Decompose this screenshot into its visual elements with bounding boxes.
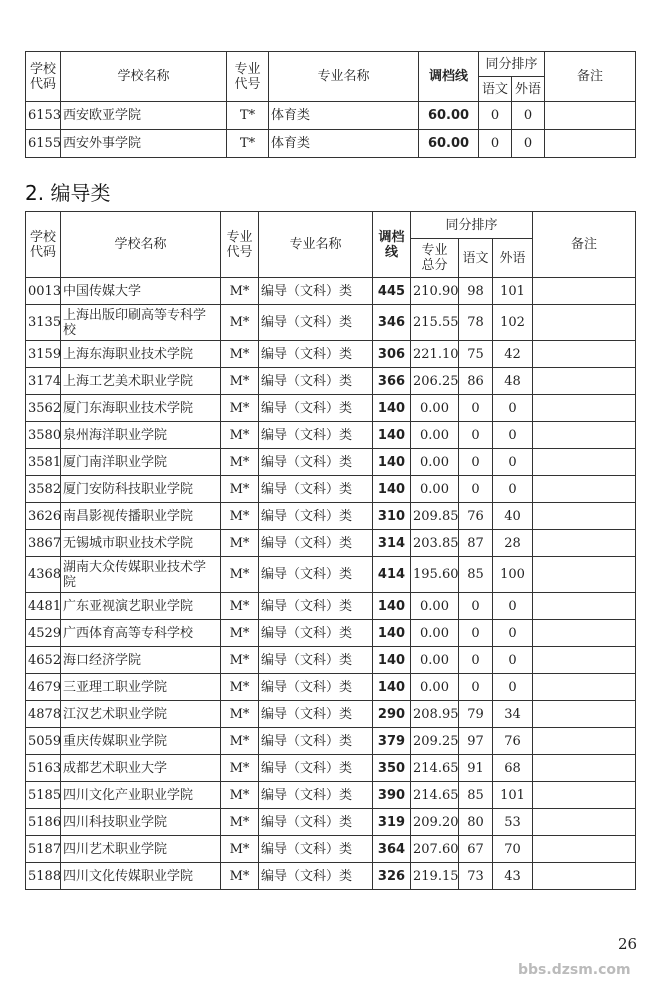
cutoff-line-cell: 140 [373, 647, 411, 674]
note-cell [533, 557, 636, 593]
note-cell [533, 755, 636, 782]
note-cell [533, 809, 636, 836]
note-cell [533, 674, 636, 701]
major-name-cell: 编导（文科）类 [259, 341, 373, 368]
major-total-cell: 214.65 [411, 782, 459, 809]
foreign-rank-cell: 76 [493, 728, 533, 755]
cutoff-line-cell: 140 [373, 593, 411, 620]
school-name-cell: 南昌影视传播职业学院 [61, 503, 221, 530]
major-total-cell: 215.55 [411, 305, 459, 341]
header-note: 备注 [545, 52, 636, 102]
cutoff-line-cell: 445 [373, 278, 411, 305]
table-row [26, 809, 636, 836]
foreign-rank-cell: 0 [493, 674, 533, 701]
major-total-cell: 0.00 [411, 593, 459, 620]
major-total-cell: 0.00 [411, 674, 459, 701]
major-name-cell: 编导（文科）类 [259, 530, 373, 557]
chinese-rank-cell: 0 [459, 647, 493, 674]
header-foreign: 外语 [493, 239, 533, 278]
note-cell [533, 341, 636, 368]
major-total-cell: 209.85 [411, 503, 459, 530]
table-row [26, 341, 636, 368]
cutoff-line-cell: 140 [373, 395, 411, 422]
school-name-cell: 上海东海职业技术学院 [61, 341, 221, 368]
chinese-rank-cell: 76 [459, 503, 493, 530]
major-name-cell: 编导（文科）类 [259, 755, 373, 782]
note-cell [533, 593, 636, 620]
table-row [26, 476, 636, 503]
note-cell [533, 863, 636, 890]
major-code-cell: M* [221, 476, 259, 503]
table-row [26, 449, 636, 476]
header-chinese: 语文 [459, 239, 493, 278]
major-code-cell: M* [221, 863, 259, 890]
school-code-cell: 3174 [26, 368, 61, 395]
major-code-cell: M* [221, 305, 259, 341]
school-code-cell: 4652 [26, 647, 61, 674]
major-code-cell: M* [221, 368, 259, 395]
chinese-rank-cell: 80 [459, 809, 493, 836]
major-name-cell: 编导（文科）类 [259, 647, 373, 674]
school-code-cell: 4481 [26, 593, 61, 620]
school-code-cell: 5185 [26, 782, 61, 809]
note-cell [533, 422, 636, 449]
major-total-cell: 206.25 [411, 368, 459, 395]
note-cell [533, 368, 636, 395]
table-row [26, 278, 636, 305]
section-heading: 2. 编导类 [25, 181, 111, 205]
table-row [26, 395, 636, 422]
major-total-cell: 203.85 [411, 530, 459, 557]
major-code-cell: M* [221, 593, 259, 620]
school-name-cell: 四川科技职业学院 [61, 809, 221, 836]
note-cell [545, 102, 636, 130]
school-name-cell: 广东亚视演艺职业学院 [61, 593, 221, 620]
major-total-cell: 195.60 [411, 557, 459, 593]
major-name-cell: 编导（文科）类 [259, 422, 373, 449]
major-name-cell: 编导（文科）类 [259, 620, 373, 647]
major-total-cell: 221.10 [411, 341, 459, 368]
major-total-cell: 209.20 [411, 809, 459, 836]
note-cell [533, 620, 636, 647]
cutoff-line-cell: 140 [373, 674, 411, 701]
major-code-cell: M* [221, 836, 259, 863]
major-total-cell: 0.00 [411, 449, 459, 476]
major-code-cell: M* [221, 782, 259, 809]
cutoff-line-cell: 379 [373, 728, 411, 755]
school-code-cell: 3867 [26, 530, 61, 557]
cutoff-line-cell: 350 [373, 755, 411, 782]
chinese-rank-cell: 0 [459, 674, 493, 701]
major-code-cell: M* [221, 647, 259, 674]
table-row [26, 782, 636, 809]
school-code-cell: 3580 [26, 422, 61, 449]
foreign-rank-cell: 68 [493, 755, 533, 782]
school-name-cell: 江汉艺术职业学院 [61, 701, 221, 728]
major-name-cell: 编导（文科）类 [259, 593, 373, 620]
major-code-cell: M* [221, 674, 259, 701]
major-total-cell: 0.00 [411, 395, 459, 422]
foreign-rank-cell: 53 [493, 809, 533, 836]
major-code-cell: M* [221, 557, 259, 593]
major-code-cell: M* [221, 422, 259, 449]
major-name-cell: 编导（文科）类 [259, 305, 373, 341]
cutoff-line-cell: 310 [373, 503, 411, 530]
school-name-cell: 三亚理工职业学院 [61, 674, 221, 701]
header-foreign: 外语 [512, 77, 545, 102]
major-code-cell: M* [221, 278, 259, 305]
chinese-rank-cell: 0 [459, 620, 493, 647]
cutoff-line-cell: 140 [373, 476, 411, 503]
table-row [26, 620, 636, 647]
header-major-code: 专业 代号 [227, 52, 269, 102]
note-cell [533, 476, 636, 503]
table-row [26, 368, 636, 395]
note-cell [533, 395, 636, 422]
cutoff-line-cell: 290 [373, 701, 411, 728]
table-directing [25, 211, 636, 890]
school-code-cell: 3135 [26, 305, 61, 341]
school-code-cell: 4878 [26, 701, 61, 728]
foreign-rank-cell: 0 [512, 130, 545, 158]
note-cell [533, 503, 636, 530]
cutoff-line-cell: 306 [373, 341, 411, 368]
cutoff-line-cell: 366 [373, 368, 411, 395]
major-code-cell: M* [221, 701, 259, 728]
major-code-cell: M* [221, 395, 259, 422]
header-major-code: 专业 代号 [221, 212, 259, 278]
note-cell [545, 130, 636, 158]
note-cell [533, 530, 636, 557]
note-cell [533, 701, 636, 728]
chinese-rank-cell: 97 [459, 728, 493, 755]
school-code-cell: 3581 [26, 449, 61, 476]
chinese-rank-cell: 85 [459, 557, 493, 593]
chinese-rank-cell: 73 [459, 863, 493, 890]
school-code-cell: 4529 [26, 620, 61, 647]
major-name-cell: 编导（文科）类 [259, 863, 373, 890]
foreign-rank-cell: 101 [493, 278, 533, 305]
major-name-cell: 体育类 [269, 130, 419, 158]
cutoff-line-cell: 140 [373, 422, 411, 449]
school-name-cell: 成都艺术职业大学 [61, 755, 221, 782]
school-name-cell: 海口经济学院 [61, 647, 221, 674]
major-name-cell: 编导（文科）类 [259, 395, 373, 422]
major-total-cell: 219.15 [411, 863, 459, 890]
major-name-cell: 体育类 [269, 102, 419, 130]
school-code-cell: 4368 [26, 557, 61, 593]
school-name-cell: 四川艺术职业学院 [61, 836, 221, 863]
header-major: 专业名称 [269, 52, 419, 102]
note-cell [533, 836, 636, 863]
header-code: 学校 代码 [26, 52, 61, 102]
note-cell [533, 305, 636, 341]
table-row [26, 530, 636, 557]
major-name-cell: 编导（文科）类 [259, 782, 373, 809]
major-total-cell: 209.25 [411, 728, 459, 755]
major-name-cell: 编导（文科）类 [259, 368, 373, 395]
header-major-total: 专业 总分 [411, 239, 459, 278]
foreign-rank-cell: 0 [493, 620, 533, 647]
major-name-cell: 编导（文科）类 [259, 809, 373, 836]
major-code-cell: T* [227, 130, 269, 158]
major-total-cell: 0.00 [411, 422, 459, 449]
school-name-cell: 厦门东海职业技术学院 [61, 395, 221, 422]
cutoff-line-cell: 140 [373, 620, 411, 647]
table-row [26, 305, 636, 341]
table-row [26, 755, 636, 782]
school-code-cell: 5186 [26, 809, 61, 836]
foreign-rank-cell: 102 [493, 305, 533, 341]
major-code-cell: M* [221, 620, 259, 647]
cutoff-line-cell: 319 [373, 809, 411, 836]
school-name-cell: 四川文化产业职业学院 [61, 782, 221, 809]
header-school: 学校名称 [61, 52, 227, 102]
header-note: 备注 [533, 212, 636, 278]
major-code-cell: M* [221, 503, 259, 530]
chinese-rank-cell: 0 [459, 593, 493, 620]
foreign-rank-cell: 0 [493, 395, 533, 422]
major-name-cell: 编导（文科）类 [259, 449, 373, 476]
school-name-cell: 厦门安防科技职业学院 [61, 476, 221, 503]
foreign-rank-cell: 42 [493, 341, 533, 368]
school-name-cell: 泉州海洋职业学院 [61, 422, 221, 449]
table-physical-education [25, 51, 636, 158]
school-code-cell: 5059 [26, 728, 61, 755]
chinese-rank-cell: 75 [459, 341, 493, 368]
page-number: 26 [618, 935, 638, 953]
header-major: 专业名称 [259, 212, 373, 278]
school-code-cell: 3582 [26, 476, 61, 503]
chinese-rank-cell: 67 [459, 836, 493, 863]
note-cell [533, 278, 636, 305]
major-code-cell: T* [227, 102, 269, 130]
school-name-cell: 广西体育高等专科学校 [61, 620, 221, 647]
major-name-cell: 编导（文科）类 [259, 701, 373, 728]
table-row [26, 728, 636, 755]
school-code-cell: 4679 [26, 674, 61, 701]
major-name-cell: 编导（文科）类 [259, 476, 373, 503]
school-code-cell: 0013 [26, 278, 61, 305]
school-code-cell: 5187 [26, 836, 61, 863]
header-line: 调档 线 [373, 212, 411, 278]
table-row [26, 701, 636, 728]
chinese-rank-cell: 85 [459, 782, 493, 809]
major-name-cell: 编导（文科）类 [259, 503, 373, 530]
note-cell [533, 647, 636, 674]
chinese-rank-cell: 87 [459, 530, 493, 557]
chinese-rank-cell: 0 [459, 476, 493, 503]
school-name-cell: 上海出版印刷高等专科学校 [61, 305, 221, 341]
foreign-rank-cell: 100 [493, 557, 533, 593]
table-row [26, 130, 636, 158]
foreign-rank-cell: 28 [493, 530, 533, 557]
major-code-cell: M* [221, 755, 259, 782]
chinese-rank-cell: 0 [459, 395, 493, 422]
table-row [26, 102, 636, 130]
table-row [26, 836, 636, 863]
foreign-rank-cell: 40 [493, 503, 533, 530]
chinese-rank-cell: 79 [459, 701, 493, 728]
major-total-cell: 214.65 [411, 755, 459, 782]
source-watermark: bbs.dzsm.com [518, 962, 631, 978]
major-total-cell: 207.60 [411, 836, 459, 863]
cutoff-line-cell: 390 [373, 782, 411, 809]
foreign-rank-cell: 48 [493, 368, 533, 395]
major-total-cell: 0.00 [411, 620, 459, 647]
header-rank-group: 同分排序 [479, 52, 545, 77]
school-name-cell: 无锡城市职业技术学院 [61, 530, 221, 557]
major-code-cell: M* [221, 809, 259, 836]
cutoff-line-cell: 414 [373, 557, 411, 593]
school-name-cell: 厦门南洋职业学院 [61, 449, 221, 476]
major-name-cell: 编导（文科）类 [259, 557, 373, 593]
foreign-rank-cell: 0 [493, 476, 533, 503]
header-code: 学校 代码 [26, 212, 61, 278]
header-line: 调档线 [419, 52, 479, 102]
school-code-cell: 3626 [26, 503, 61, 530]
header-rank-group: 同分排序 [411, 212, 533, 239]
major-code-cell: M* [221, 530, 259, 557]
major-code-cell: M* [221, 341, 259, 368]
major-name-cell: 编导（文科）类 [259, 674, 373, 701]
school-code-cell: 5188 [26, 863, 61, 890]
cutoff-line-cell: 314 [373, 530, 411, 557]
foreign-rank-cell: 70 [493, 836, 533, 863]
chinese-rank-cell: 0 [479, 102, 512, 130]
chinese-rank-cell: 91 [459, 755, 493, 782]
note-cell [533, 449, 636, 476]
major-code-cell: M* [221, 728, 259, 755]
major-name-cell: 编导（文科）类 [259, 728, 373, 755]
chinese-rank-cell: 0 [459, 449, 493, 476]
table-row [26, 557, 636, 593]
table-row [26, 647, 636, 674]
school-name-cell: 中国传媒大学 [61, 278, 221, 305]
table-row [26, 593, 636, 620]
major-total-cell: 210.90 [411, 278, 459, 305]
foreign-rank-cell: 0 [493, 449, 533, 476]
foreign-rank-cell: 0 [493, 422, 533, 449]
school-name-cell: 四川文化传媒职业学院 [61, 863, 221, 890]
chinese-rank-cell: 98 [459, 278, 493, 305]
major-name-cell: 编导（文科）类 [259, 836, 373, 863]
foreign-rank-cell: 0 [493, 593, 533, 620]
cutoff-line-cell: 346 [373, 305, 411, 341]
header-chinese: 语文 [479, 77, 512, 102]
major-total-cell: 0.00 [411, 476, 459, 503]
chinese-rank-cell: 0 [479, 130, 512, 158]
foreign-rank-cell: 34 [493, 701, 533, 728]
school-code-cell: 3159 [26, 341, 61, 368]
table-row [26, 674, 636, 701]
table-row [26, 863, 636, 890]
major-total-cell: 0.00 [411, 647, 459, 674]
chinese-rank-cell: 78 [459, 305, 493, 341]
school-code-cell: 6155 [26, 130, 61, 158]
cutoff-line-cell: 140 [373, 449, 411, 476]
school-name-cell: 西安欧亚学院 [61, 102, 227, 130]
foreign-rank-cell: 0 [493, 647, 533, 674]
cutoff-line-cell: 60.00 [419, 130, 479, 158]
school-code-cell: 6153 [26, 102, 61, 130]
cutoff-line-cell: 60.00 [419, 102, 479, 130]
note-cell [533, 728, 636, 755]
school-name-cell: 上海工艺美术职业学院 [61, 368, 221, 395]
foreign-rank-cell: 0 [512, 102, 545, 130]
school-name-cell: 西安外事学院 [61, 130, 227, 158]
table-row [26, 503, 636, 530]
school-name-cell: 重庆传媒职业学院 [61, 728, 221, 755]
chinese-rank-cell: 86 [459, 368, 493, 395]
major-total-cell: 208.95 [411, 701, 459, 728]
cutoff-line-cell: 326 [373, 863, 411, 890]
foreign-rank-cell: 43 [493, 863, 533, 890]
foreign-rank-cell: 101 [493, 782, 533, 809]
table-row [26, 422, 636, 449]
school-code-cell: 5163 [26, 755, 61, 782]
note-cell [533, 782, 636, 809]
school-name-cell: 湖南大众传媒职业技术学院 [61, 557, 221, 593]
chinese-rank-cell: 0 [459, 422, 493, 449]
cutoff-line-cell: 364 [373, 836, 411, 863]
header-school: 学校名称 [61, 212, 221, 278]
major-code-cell: M* [221, 449, 259, 476]
major-name-cell: 编导（文科）类 [259, 278, 373, 305]
school-code-cell: 3562 [26, 395, 61, 422]
